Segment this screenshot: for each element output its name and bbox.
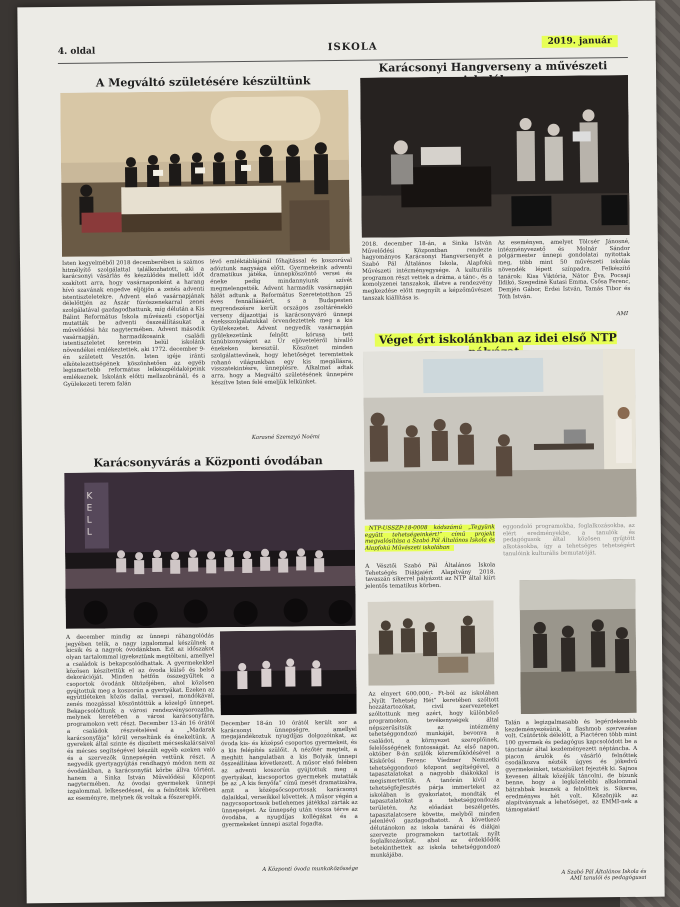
kindergarten-performance-photo: [220, 630, 357, 715]
article-concert-title: Karácsonyi Hangverseny a művészeti: [378, 59, 608, 75]
article-birth-col1: Isten kegyelméből 2018 decemberében is számos hitmélyítő szolgálattal találkozhatott, aki a karácsonyi vásárlás és készülődés mellett időt szakított arra, hogy vasárnaponként a harang hívó szavának engedve eljöjjön a zenés adventi istentiszteletekre. Advent első vasárnapjának délelőttjén az Ászár fúvószenekarral zenei szolgálatával gazdagodhattunk, míg délután a Kis Bálint Református Iskola művészeti csoportjai mutatták be adventi összeállításukat a művelődési ház nagytermében. Advent második vasárnapján, harmadikosaink családi istentiszteletet keretein belül iskolánk növendékei emlékeztettek, aki 1772. december 9-én született Vesztőn. Isten igéje iránti elkötelezettségének köszönhetően az egyéb legismertebb református lelkészpéldaképeink emlékeznek. Iskolánk előtti mellszobránál, és a Gyülekezeti terem falán: [61, 259, 206, 388]
kindergarten-stage-photo: [64, 470, 356, 629]
article-fair-signature: A Központi óvoda munkaközössége: [262, 865, 359, 873]
svg-text:L: L: [86, 527, 92, 538]
svg-text:L: L: [86, 515, 92, 526]
article-birth-title: A Megváltó születésére készültünk: [95, 74, 311, 90]
article-fair-col2: December 18-án 10 órától került sor a karácsonyi ünnepségre, amellyel megajándékoztuk nyugdíjas dolgozóinkat, az óvoda kis- és középső csoportos gyermekeit, és a kis felépítés szülőit. A nézőtér megtelt, a meghitt hangulatban a kis Bolyák ünnepi összeállítása következett. A műsor első felében az adventi koszorún gyújtottuk meg a gyertyákat, kiscsoportos gyermekek mutatták be az „A kis fenyőfa” című mesét dramatizálva, amit a középsőcsoportosak karácsonyi dalaikkal, verseikkel követtek. A műsor végén a nagycsoportosok betlehemes játékkal zárták az ünnepséget. Az ünnepség után vissza térve az óvodába, a nyugdíjas kollégákat és a gyermekeket ünnepi asztal fogadta.: [220, 719, 358, 828]
ntp-intro-highlight-text: NTP-USSZP-18-0008 kódszámú „Tegyünk együtt tehetségeinkért!” című projekt megvalósítása a Szabó Pál Általános Iskola és Alapfokú Művészeti iskolában: [364, 524, 495, 552]
section-title: ISKOLA: [327, 41, 378, 54]
classroom-photo: [363, 349, 637, 520]
article-concert-signature: AMI: [616, 310, 629, 318]
article-concert-col1: 2018. december 18-án, a Sinka István Művelődési Központban rendezte hagyományos Karácsonyi Hangversenyét a Szabó Pál Általános Iskola, Alapfokú Művészeti intézményegysége. A kulturális programon részt vettek a dráma, a tánc-, és a komolyzenei tanszakok, illetve a rendezvény megkezdése előtt megnyílt a képzőművészet tanszak kiállítása is.: [361, 240, 493, 302]
article-birth-col2: lévő emléktáblájánál főhajtással és koszorúval adóztunk nagysága előtt. Gyermekeink adventi dramatikus játéka, ünnepköszöntő versei és éneke pedig mindannyiunk szívét megmelengették. Advent harmadik vasárnapján hálát adtunk a Református Szeretetotthon 25 éves fennállásáért, s a Budapesten megrendezésre került országos zsoltárénekló verseny díjazottjai is karácsonyváró ünnepi éneksszolgálatukkal örvendeztettek meg a kis Gyülekezetet. Advent negyedik vasárnapján gyülekezetünk felnőtt kórusa tett tanúbizonyságot az Úr eljöveteléről hívalló énekeken keresztül. Köszönet minden szolgálattevőnek, hogy lehetőséget teremtettek rohanó világunkban egy kis megállásra, visszatekintésre, ünneplésre. Alkalmat adtak arra, hogy a Megváltó születésének ünnepére készítve Isten felé emeljük lelkünket.: [209, 257, 354, 387]
article-ntp-intro: A Vésztői Szabó Pál Általános Iskola Tehetségés Diákjaiért Alapítvány 2018. tavaszán sikerrel pályázott az NTP által kiírt jelentős tematikus körben.: [365, 562, 496, 590]
svg-text:E: E: [86, 503, 93, 514]
article-ntp-intro-highlight: [365, 524, 495, 552]
article-ntp-col1: Az elnyert 600.000,- Ft-ból az iskolában „Nyílt Tehetség Hét” keretében szóltott hozzátartozókat, civil szervezeteket szóltottunk meg azért, hogy különböző programokon, tevékenységek által népszerűsítsük az intézmény tehetséggondozó munkáját, bevonva a családot, a környezet szereplőinek, felelősségének fontosságát. Az első napon, október 8-án szülők közreműködésével a Kiskőrösi Ferenc Víedmer Nemzetki tehetséggondozó központ segítségével, a tapasztalatokat a nagyobb diákokkal is megismertettük. A tanórán kívül a tehetségfejlesztés párja immerteket az iskolában is gyakorlatot, mondták el tapasztalatokat a tehetséggondozás területén. Az előadást beszélgetés, tapasztalatcsere követte, melyből minden jelenlévő gazdagodhatott. A következő délutánokon az iskola tanárai és diákjai szervezte programokon tartottak nyílt foglalkozásokat, ahol az érdeklődők betekinthettek az iskola tehetséggondozó munkájába.: [368, 690, 501, 859]
flashmob-photo: [519, 579, 636, 714]
article-ntp-col2: Talán a legizgalmasabb és legérdekesebb kezdeményezésünk, a flashmob szervezése volt. Csütörtök délelőtt, a Piactéren több mint 100 gyermek és pedagógus kapcsolódott be a tánctanár által kezdeményezett néptáncba. A piacon árulók és vásárló felnőttek csodálkozva nézték úgyes és jókedvű gyermekeinket, tetszésüket fejezték ki. Sajnos kevesen álltak közéjük táncolni, de bízunk benne, hogy a legközelebbi alkalommal bátrabbak lesznek a felnőttek is. Sikeres, eredményes hét volt. Köszönjük az alapítványnak a lehetőséget, az EMMI-nek a támogatást!: [504, 718, 638, 814]
article-fair-col1: A december mindig az ünnepi ráhangolódás jegyében telik, a nagy izgalommal készülnek a kicsik és a nagyok óvodánkban. Ezt az időszakot olyan tartalommal igyekeztünk megtölteni, amellyel a családok is bekapcsolódhattak. A gyermekekkel közösen készítettük el az óvoda külső és belső dekorációját. Minden hétfőn összegyűltek a csoportok óvodánk öltözőjében, ahol közösen gyújtottuk meg a koszorún a gyertyákat. Ezeken az együttléteken közös dallal, verssel, mondókával, zenés mozgással köszöntöttük a közelgő ünnepet. Bekapcsolódtunk a városi rendezvénysorozatba, melynek keretében a városi karácsonyfára, programokon vett részt. December 13-án 16 órától a családok részvételével a „Madarak karácsonyfája” körül verseltünk és énekeltünk. A gyerekek által szinte és díszített mécseskalácsaival és mécses segítségével készült egyéb ezeken való és a szervezők ünnepségén vettünk részt. A negyedik gyertyagyújtás rendhagyó módon nem az óvodánkban, a karácsonyfát körbe állva történt, hanem a Sinka István Művelődési Központ nagytermében. Az óvodai gyermekek ünnepi izgalommal, lelkesedéssel, és a felnőttek körében az eseményre, melynek ők voltak a főszereplői.: [65, 633, 216, 802]
page-number: 4. oldal: [57, 46, 96, 57]
newspaper-page: [17, 1, 664, 904]
workshop-photo: [368, 600, 495, 685]
concert-photo: [360, 75, 630, 238]
article-ntp-signature: A Szabó Pál Általános Iskola és AMI tanulói és pedagógusai: [561, 868, 647, 882]
article-concert-col2: Az eseményen, amelyet Tölcsér Jánosné, intézményvezető és Molnár Sándor polgármester ünnepi gondolatai nyitottak meg, több mint 50 művészeti iskolás növendék lépett színpadra. Felkészítő tanárok: Kiss Viktória, Nátor Éva, Pocsaji Ildikó, Szegedinè Kutasi Emma, Csősa Ferenc, Demjén Gábor, Erdei István, Tamás Tibor és Tóth István.: [497, 238, 631, 300]
svg-text:K: K: [86, 491, 93, 502]
article-fair-title: Karácsonyvárás a Központi óvodában: [93, 454, 323, 470]
article-ntp-title-text: Véget ért iskolánkban az idei első NTP: [375, 331, 617, 359]
article-birth-signature: Karasné Szemzyó Noémi: [251, 434, 320, 441]
issue-date: 2019. január: [542, 35, 618, 48]
article-ntp-right-top: eggondoló programokba, foglalkozásokba, az elért eredményekbe, a tanulók és pedagógusok által közösen gyűjtött alkotásokba, így a tehetséges tehetségért tanulóink kulturális bemutatóját.: [502, 522, 636, 558]
choir-photo: [60, 90, 350, 257]
